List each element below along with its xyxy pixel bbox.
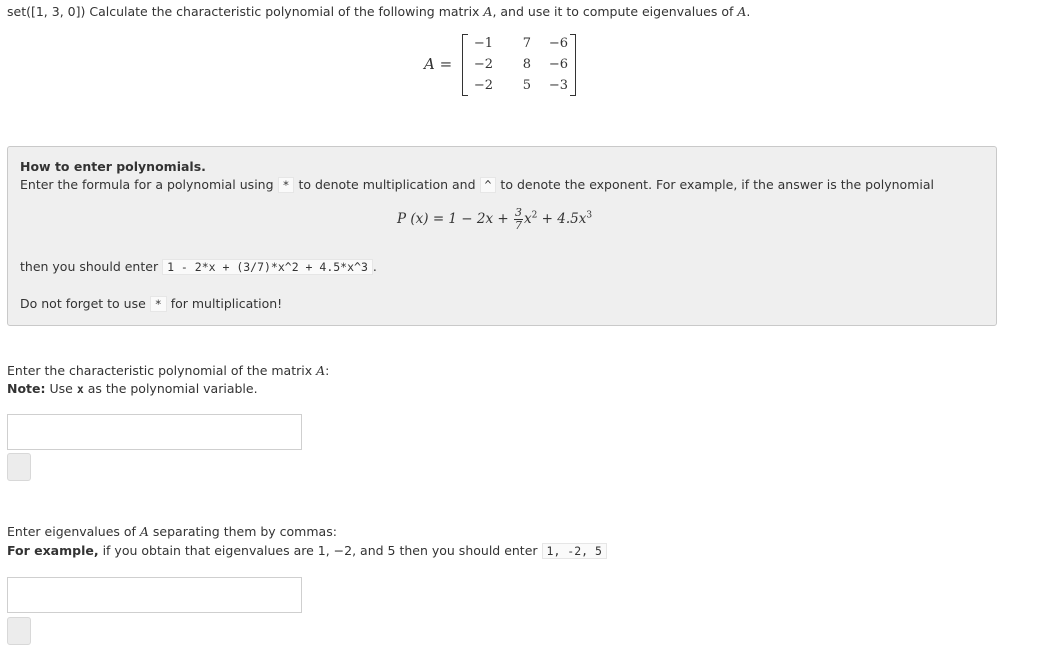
help-text: to denote the exponent. For example, if the answer is the polynomial <box>500 177 934 192</box>
eigenvalue-prompt <box>7 524 337 539</box>
prompt-text: Enter the characteristic polynomial of the matrix <box>7 363 317 378</box>
help-heading: How to enter polynomials. <box>20 159 206 174</box>
question-text <box>7 4 750 19</box>
help-text: . <box>372 259 377 274</box>
formula-term: + 4.5x <box>537 211 587 227</box>
eigenvalue-check-button[interactable] <box>7 617 31 645</box>
example-label: For example, <box>7 543 99 558</box>
matrix-label <box>424 55 452 73</box>
mult-symbol-code: * <box>150 296 167 312</box>
question-end: . <box>746 4 751 19</box>
example-code: 1 - 2*x + (3/7)*x^2 + 4.5*x^3 <box>162 259 373 275</box>
formula-fraction <box>514 207 523 232</box>
matrix-cell: 8 <box>522 57 531 72</box>
note-variable: x <box>76 382 84 396</box>
help-line-3 <box>20 296 282 311</box>
eigenvalue-example <box>7 543 607 558</box>
matrix-brackets <box>462 34 576 96</box>
matrix-cell: −6 <box>548 57 568 72</box>
note-text: as the polynomial variable. <box>83 381 258 396</box>
formula-sup-3: 3 <box>586 210 593 221</box>
note-label: Note: <box>7 381 46 396</box>
matrix-cell: −2 <box>473 78 493 93</box>
example-text: if you obtain that eigenvalues are 1, −2, and 5 then you should enter <box>98 543 538 558</box>
prompt-text: Enter eigenvalues of <box>7 524 140 539</box>
formula-x: x <box>524 211 532 227</box>
matrix-cell: 5 <box>522 78 531 93</box>
mult-symbol-code: * <box>278 177 295 193</box>
question-middle: , and use it to compute eigenvalues of <box>492 4 738 19</box>
formula-lhs: P (x) = 1 − 2x + <box>397 211 509 227</box>
help-line-2 <box>20 259 377 274</box>
polynomial-prompt <box>7 363 329 378</box>
fraction-numerator: 3 <box>515 206 523 219</box>
polynomial-check-button[interactable] <box>7 453 31 481</box>
matrix-cell: 7 <box>522 36 531 51</box>
help-text: Do not forget to use <box>20 296 146 311</box>
fraction-denominator: 7 <box>515 219 523 232</box>
matrix-cell: −3 <box>548 78 568 93</box>
question-prefix: set([1, 3, 0]) Calculate the characteristic polynomial of the following matrix <box>7 4 484 19</box>
help-line-1 <box>20 177 934 192</box>
formula-sup-2: 2 <box>531 210 538 221</box>
polynomial-answer-input[interactable] <box>7 414 302 450</box>
prompt-text: separating them by commas: <box>148 524 337 539</box>
eigenvalue-example-code: 1, -2, 5 <box>542 543 607 559</box>
prompt-var-a: A <box>316 363 326 378</box>
eigenvalue-answer-input[interactable] <box>7 577 302 613</box>
note-text: Use <box>45 381 77 396</box>
question-var-a2: A <box>737 4 747 19</box>
polynomial-help-box <box>7 146 997 326</box>
matrix-cell: −2 <box>473 57 493 72</box>
exp-symbol-code: ^ <box>480 177 497 193</box>
question-var-a: A <box>483 4 493 19</box>
matrix-label-text: A = <box>424 55 453 73</box>
help-text: for multiplication! <box>170 296 283 311</box>
example-formula <box>397 207 592 247</box>
prompt-var-a: A <box>139 524 149 539</box>
matrix-cell: −6 <box>548 36 568 51</box>
help-text: then you should enter <box>20 259 159 274</box>
help-text: to denote multiplication and <box>298 177 476 192</box>
help-text: Enter the formula for a polynomial using <box>20 177 274 192</box>
polynomial-note <box>7 381 258 396</box>
prompt-colon: : <box>325 363 330 378</box>
matrix-cell: −1 <box>473 36 493 51</box>
